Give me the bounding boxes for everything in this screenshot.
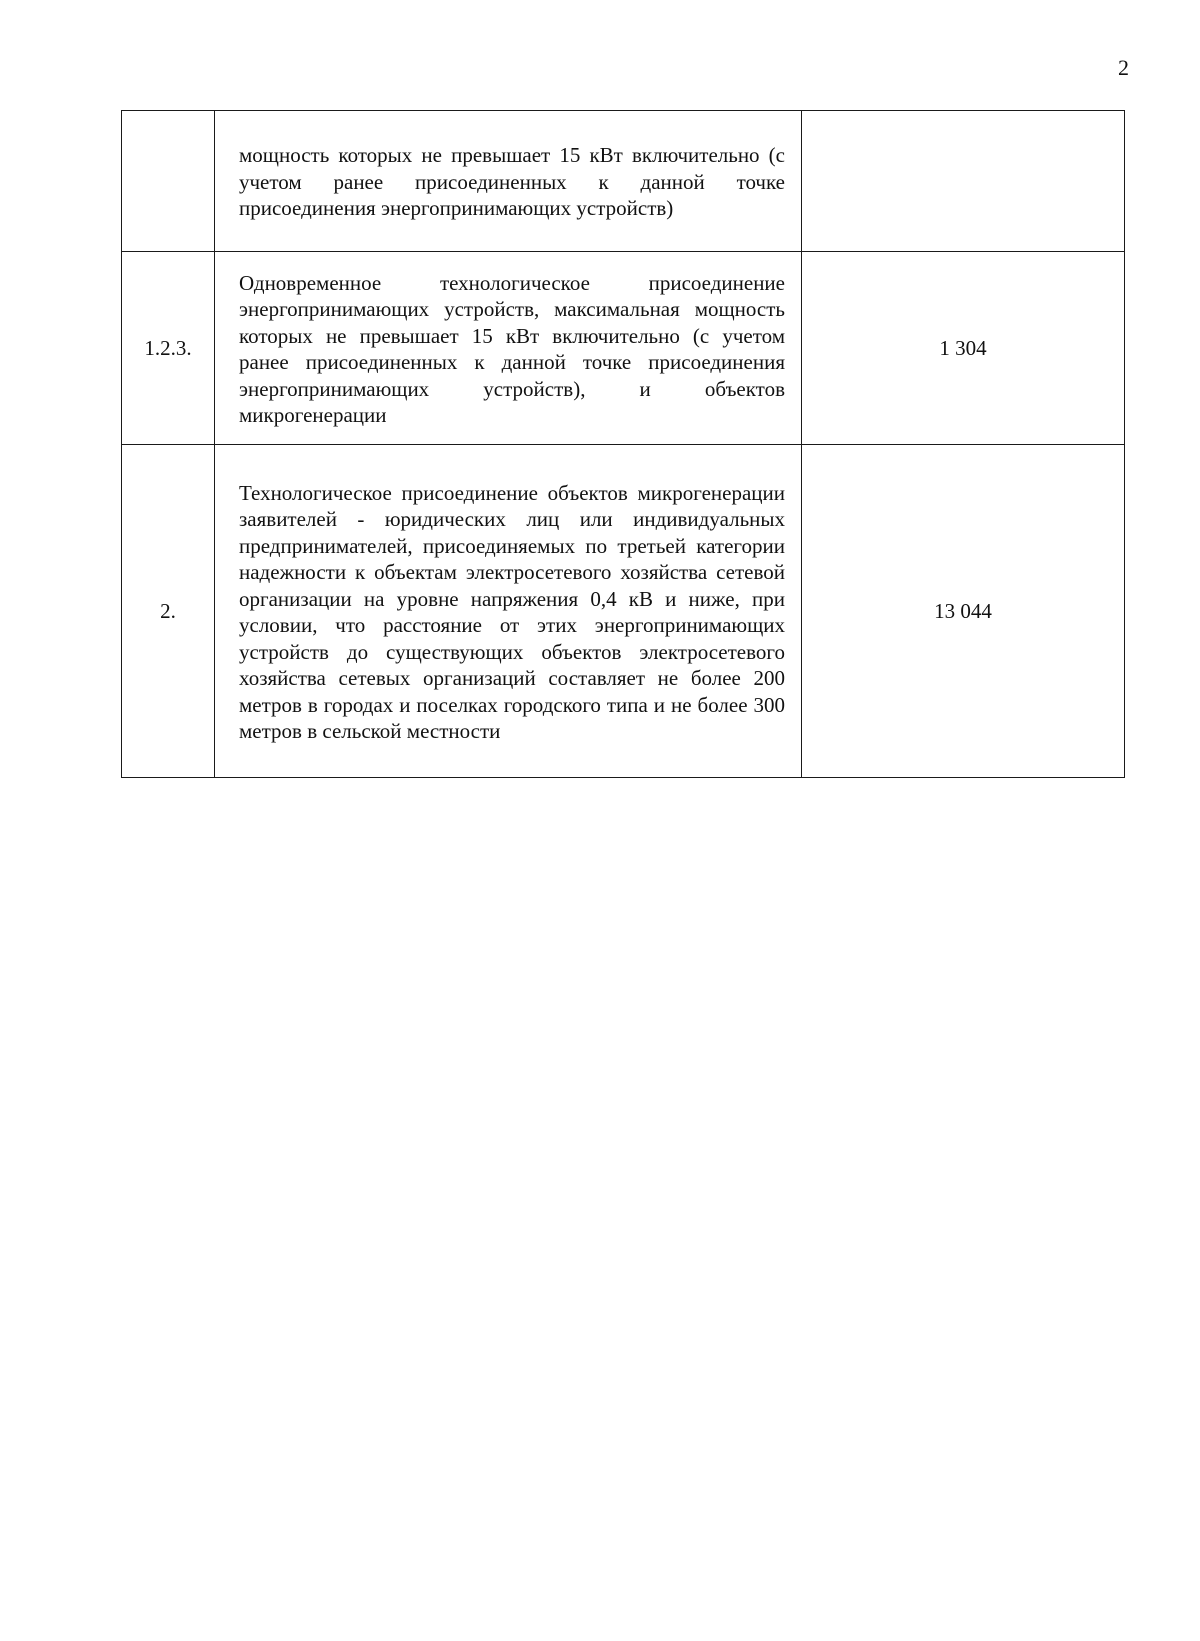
item-number-cell: 1.2.3. bbox=[122, 252, 215, 445]
item-value-cell: 1 304 bbox=[802, 252, 1125, 445]
item-number-cell bbox=[122, 111, 215, 252]
item-value-cell bbox=[802, 111, 1125, 252]
page-number: 2 bbox=[1118, 55, 1129, 80]
item-value-cell: 13 044 bbox=[802, 445, 1125, 778]
tariff-table bbox=[121, 110, 1125, 778]
item-number-cell: 2. bbox=[122, 445, 215, 778]
item-description-cell: Одновременное технологическое присоединение энергопринимающих устройств, максимальная мощность которых не превышает 15 кВт включительно (с учетом ранее присоединенных к данной точке присоединения энергопринимающих устройств), и объектов микрогенерации bbox=[215, 252, 802, 445]
table-row bbox=[122, 111, 1125, 252]
table-row bbox=[122, 445, 1125, 778]
item-description-cell: мощность которых не превышает 15 кВт включительно (с учетом ранее присоединенных к данной точке присоединения энергопринимающих устройств) bbox=[215, 111, 802, 252]
item-description-cell: Технологическое присоединение объектов микрогенерации заявителей - юридических лиц или индивидуальных предпринимателей, присоединяемых по третьей категории надежности к объектам электросетевого хозяйства сетевой организации на уровне напряжения 0,4 кВ и ниже, при условии, что расстояние от этих энергопринимающих устройств до существующих объектов электросетевого хозяйства сетевых организаций составляет не более 200 метров в городах и поселках городского типа и не более 300 метров в сельской местности bbox=[215, 445, 802, 778]
table-row bbox=[122, 252, 1125, 445]
